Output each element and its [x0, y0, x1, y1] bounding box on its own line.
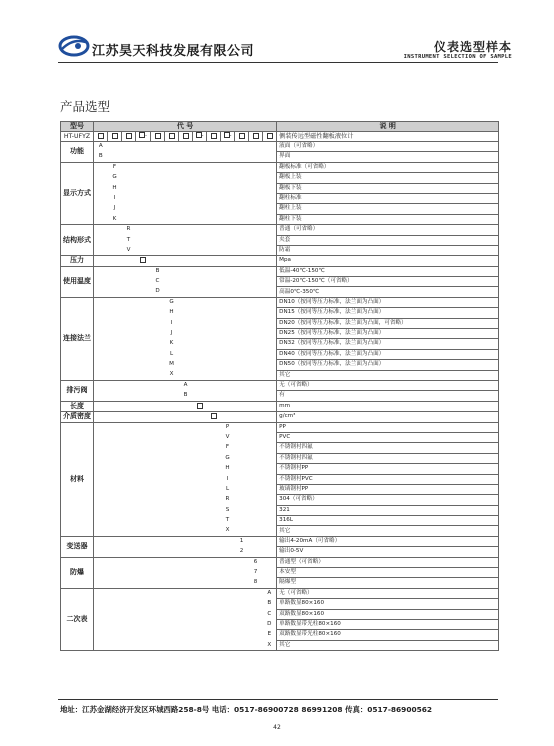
- option-row: [61, 401, 499, 411]
- option-code: I: [113, 195, 116, 201]
- option-code: L: [225, 485, 230, 492]
- section-title: 产品选型: [60, 99, 111, 114]
- option-description: 翻板标准（可省略）: [277, 162, 499, 172]
- option-row: [61, 474, 499, 484]
- option-description: 翻柱下装: [277, 214, 499, 224]
- option-code: B: [267, 600, 272, 607]
- option-row: [61, 225, 499, 235]
- company-logo: [58, 35, 90, 57]
- option-row: [61, 380, 499, 390]
- option-row: [61, 432, 499, 442]
- option-code: 2: [235, 547, 249, 557]
- option-description: 单路数显80×160: [277, 599, 499, 609]
- option-code: L: [169, 350, 174, 357]
- option-description: 翻板上装: [277, 173, 499, 183]
- option-row: [61, 412, 499, 422]
- page-number: 42: [273, 724, 281, 731]
- option-row: [61, 297, 499, 307]
- option-row: [61, 245, 499, 255]
- option-row: [61, 214, 499, 224]
- option-code: T: [126, 236, 131, 243]
- option-code: V: [225, 433, 230, 440]
- option-row: [61, 287, 499, 297]
- option-row: [61, 557, 499, 567]
- option-code: X: [221, 526, 235, 536]
- code-box: [253, 133, 259, 139]
- group-label: 使用温度: [61, 266, 94, 297]
- option-row: [61, 173, 499, 183]
- selection-table: 型号 代 号 说 明 HT-UFYZ - - - 侧装传远型磁性翻板液位计 功能 A 液面（可省略） B 界面 显示方式 F 翻板标准（可省略） G 翻板上装 H 翻板下装 I 翻柱标准 J 翻柱上装 K 翻柱下装 结构形式 R 普通（可省略） T 夹套 V 防霜 压力 Mpa 使用温度 B 低温-40℃-150℃ C 常温-20℃-150℃（可省略） D 高温0℃-350℃ 连接法兰 G DN10（按同等压力标准，法兰面为凸面） H DN15（按同等压力标准，法兰面为凸面） I DN20（按同等压力标准，法兰面为凸面，可省略） J DN25（按同等压力标准，法兰面为凸面） K DN32（按同等压力标准，法兰面为凸面） L DN40（按同等压力标准，法兰面为凸面） M DN50（按同等压力标准，法兰面为凸面） X 其它 排污阀 A 无（可省略） B 有 长度 mm 介质密度 g/cm³ 材料 P PP V PVC F 不锈钢衬四氟 G 不锈钢衬四氟 H 不锈钢衬PP I 不锈钢衬PVC L 玻璃钢衬PP R 304（可省略） S 321 T 316L X 其它 变送器 1 输出4-20mA（可省略） 2 输出0-5V 防爆 6 普通型（可省略） 7 本安型 8 隔爆型 二次表 A 无（可省略） B 单路数显80×160 C 双路数显80×160 D 单路数显带光柱80×160 E 双路数显带光柱80×160 X 其它: [60, 121, 498, 651]
- option-description: 无（可省略）: [277, 380, 499, 390]
- option-row: [61, 609, 499, 619]
- option-row: [61, 505, 499, 515]
- option-code: T: [225, 517, 230, 524]
- group-label: 结构形式: [61, 225, 94, 256]
- option-description: PP: [277, 422, 499, 432]
- code-box: [239, 133, 245, 139]
- option-row: [61, 443, 499, 453]
- option-code: C: [155, 278, 160, 285]
- option-description: 双路数显带光柱80×160: [277, 630, 499, 640]
- group-label: 连接法兰: [61, 297, 94, 380]
- option-row: [61, 318, 499, 328]
- option-code: 7: [253, 569, 258, 576]
- group-label: 长度: [61, 401, 94, 411]
- option-row: [61, 193, 499, 203]
- option-code: M: [169, 361, 174, 368]
- option-code: P: [225, 423, 230, 430]
- option-description: 本安型: [277, 568, 499, 578]
- option-row: [61, 162, 499, 172]
- option-description: 输出0-5V: [277, 547, 499, 557]
- option-description: DN20（按同等压力标准，法兰面为凸面，可省略）: [277, 318, 499, 328]
- option-row: [61, 183, 499, 193]
- option-code: H: [112, 184, 117, 191]
- option-code: H: [169, 309, 174, 316]
- footer-address: 地址：江苏金湖经济开发区环城西路258-8号 电话：0517-86900728 86991208 传真：0517-86900562: [60, 705, 433, 714]
- model-name: HT-UFYZ: [61, 132, 94, 142]
- option-row: [61, 526, 499, 536]
- option-description: 无（可省略）: [277, 588, 499, 598]
- option-description: 输出4-20mA（可省略）: [277, 536, 499, 546]
- option-code: F: [225, 444, 230, 451]
- option-row: [61, 370, 499, 380]
- option-row: [61, 640, 499, 650]
- option-code: B: [179, 391, 193, 401]
- option-code: 6: [253, 558, 258, 565]
- option-row: [61, 516, 499, 526]
- option-row: [61, 204, 499, 214]
- col-model-header: 型号: [61, 122, 94, 132]
- option-code: B: [155, 267, 160, 274]
- option-row: [61, 277, 499, 287]
- option-description: 翻柱标准: [277, 193, 499, 203]
- option-row: [61, 256, 499, 266]
- option-row: [61, 142, 499, 152]
- code-box: [183, 133, 189, 139]
- option-row: [61, 329, 499, 339]
- group-label: 压力: [61, 256, 94, 266]
- option-description: 界面: [277, 152, 499, 162]
- option-description: DN32（按同等压力标准，法兰面为凸面）: [277, 339, 499, 349]
- option-code: G: [112, 174, 117, 181]
- option-description: 其它: [277, 640, 499, 650]
- group-label: 材料: [61, 422, 94, 536]
- option-row: [61, 464, 499, 474]
- option-row: [61, 360, 499, 370]
- option-code: J: [113, 205, 116, 212]
- option-row: [61, 266, 499, 276]
- option-description: 夹套: [277, 235, 499, 245]
- option-code: S: [225, 506, 230, 513]
- code-box: [155, 133, 161, 139]
- option-description: PVC: [277, 432, 499, 442]
- option-row: [61, 391, 499, 401]
- group-label: 显示方式: [61, 162, 94, 224]
- option-description: 316L: [277, 516, 499, 526]
- option-description: 321: [277, 505, 499, 515]
- value-box: [140, 257, 146, 263]
- option-row: [61, 536, 499, 546]
- option-code: C: [267, 610, 272, 617]
- group-label: 功能: [61, 142, 94, 163]
- option-code: K: [169, 340, 174, 347]
- option-code: K: [108, 214, 122, 224]
- option-description: DN50（按同等压力标准，法兰面为凸面）: [277, 360, 499, 370]
- option-description: 其它: [277, 370, 499, 380]
- option-code: J: [170, 330, 173, 337]
- option-code: A: [94, 142, 108, 152]
- option-description: 翻板下装: [277, 183, 499, 193]
- option-description: 不锈钢衬四氟: [277, 453, 499, 463]
- code-box: [267, 133, 273, 139]
- option-row: [61, 349, 499, 359]
- option-code: A: [267, 590, 272, 597]
- option-description: 玻璃钢衬PP: [277, 484, 499, 494]
- option-row: [61, 484, 499, 494]
- company-name: 江苏昊天科技发展有限公司: [92, 44, 255, 59]
- option-code: I: [226, 475, 229, 482]
- option-row: [61, 630, 499, 640]
- option-description: 有: [277, 391, 499, 401]
- option-description: 普通型（可省略）: [277, 557, 499, 567]
- option-description: 普通（可省略）: [277, 225, 499, 235]
- header-divider: [58, 62, 498, 63]
- option-description: 低温-40℃-150℃: [277, 266, 499, 276]
- option-code: D: [151, 287, 165, 297]
- group-label: 二次表: [61, 588, 94, 650]
- option-code: X: [263, 640, 277, 650]
- option-code: G: [169, 299, 174, 306]
- option-description: DN10（按同等压力标准，法兰面为凸面）: [277, 297, 499, 307]
- code-box: [98, 133, 104, 139]
- option-code: D: [267, 621, 272, 628]
- option-code: H: [225, 465, 230, 472]
- option-description: DN15（按同等压力标准，法兰面为凸面）: [277, 308, 499, 318]
- option-row: [61, 547, 499, 557]
- col-desc-header: 说 明: [277, 122, 499, 132]
- option-row: [61, 588, 499, 598]
- option-code: I: [170, 319, 173, 326]
- option-description: 单路数显带光柱80×160: [277, 619, 499, 629]
- option-description: 不锈钢衬PP: [277, 464, 499, 474]
- option-row: [61, 339, 499, 349]
- option-row: [61, 422, 499, 432]
- option-row: [61, 599, 499, 609]
- option-row: [61, 568, 499, 578]
- option-description: DN25（按同等压力标准，法兰面为凸面）: [277, 329, 499, 339]
- option-row: [61, 619, 499, 629]
- option-row: [61, 235, 499, 245]
- group-label: 变送器: [61, 536, 94, 557]
- option-code: E: [267, 631, 272, 638]
- option-description: mm: [277, 401, 499, 411]
- option-row: [61, 308, 499, 318]
- option-description: 304（可省略）: [277, 495, 499, 505]
- code-box: [126, 133, 132, 139]
- option-code: R: [225, 496, 230, 503]
- group-label: 防爆: [61, 557, 94, 588]
- option-description: 翻柱上装: [277, 204, 499, 214]
- option-row: [61, 578, 499, 588]
- option-description: 常温-20℃-150℃（可省略）: [277, 277, 499, 287]
- option-description: Mpa: [277, 256, 499, 266]
- option-code: 1: [239, 538, 244, 545]
- option-code: 8: [249, 578, 263, 588]
- option-description: g/cm³: [277, 412, 499, 422]
- option-row: [61, 453, 499, 463]
- value-box: [197, 403, 203, 409]
- option-description: DN40（按同等压力标准，法兰面为凸面）: [277, 349, 499, 359]
- option-code: A: [183, 382, 188, 389]
- option-description: 其它: [277, 526, 499, 536]
- option-code: F: [112, 164, 117, 171]
- option-row: [61, 152, 499, 162]
- model-description: 侧装传远型磁性翻板液位计: [277, 132, 499, 142]
- option-description: 隔爆型: [277, 578, 499, 588]
- group-label: 排污阀: [61, 380, 94, 401]
- value-box: [211, 413, 217, 419]
- group-label: 介质密度: [61, 412, 94, 422]
- option-description: 防霜: [277, 245, 499, 255]
- catalog-title: 仪表选型样本: [433, 40, 512, 54]
- option-description: 液面（可省略）: [277, 142, 499, 152]
- option-description: 双路数显80×160: [277, 609, 499, 619]
- option-code: X: [165, 370, 179, 380]
- option-code: V: [122, 245, 136, 255]
- option-code: B: [94, 152, 108, 162]
- option-description: 高温0℃-350℃: [277, 287, 499, 297]
- option-row: [61, 495, 499, 505]
- catalog-title-en: INSTRUMENT SELECTION OF SAMPLE: [403, 54, 512, 60]
- col-code-header: 代 号: [94, 122, 277, 132]
- option-description: 不锈钢衬PVC: [277, 474, 499, 484]
- footer-divider: [58, 699, 498, 700]
- code-box: [169, 133, 175, 139]
- option-code: R: [126, 226, 131, 233]
- option-code: G: [225, 454, 230, 461]
- option-description: 不锈钢衬四氟: [277, 443, 499, 453]
- code-box: [112, 133, 118, 139]
- code-box: [211, 133, 217, 139]
